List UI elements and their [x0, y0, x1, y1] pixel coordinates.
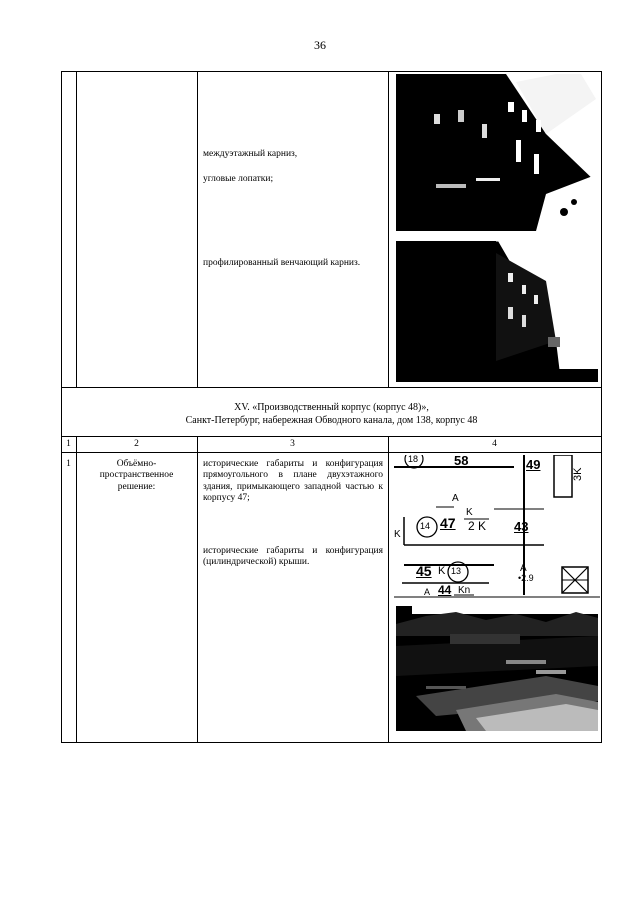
col-number-4: 4 — [492, 439, 497, 449]
lower-col-sep-2 — [197, 436, 198, 742]
feature-text-3: профилированный венчающий карниз. — [203, 258, 361, 268]
header-bottom-border — [61, 452, 602, 453]
section-title-line-1: XV. «Производственный корпус (корпус 48)», — [234, 402, 429, 413]
plan-label-k1: K — [466, 507, 473, 518]
description-1: исторические габариты и конфигурация прямоугольного в плане двухэтажного здания, примыкающего западной частью к корпусу 47; — [203, 459, 383, 504]
plan-label-top-left: 18 — [408, 455, 419, 464]
plan-label-top-mid: 58 — [454, 455, 469, 468]
upper-col-sep-3 — [388, 71, 389, 387]
header-top-border — [61, 436, 602, 437]
row-number: 1 — [66, 459, 71, 469]
plan-label-kn: Kn — [458, 585, 471, 596]
facade-photo-1 — [396, 74, 598, 231]
section-top-border — [61, 387, 602, 388]
plan-label-circle-13: 13 — [451, 566, 462, 576]
plan-label-circle-14: 14 — [420, 521, 431, 531]
plan-label-3k-vertical: 3K — [572, 467, 584, 481]
upper-col-sep-1 — [76, 71, 77, 387]
facade-photo-2 — [396, 241, 598, 382]
roof-photo — [396, 606, 598, 731]
plan-label-2-9: •2.9 — [518, 573, 534, 583]
plan-label-47: 47 — [440, 515, 456, 531]
table-top-border — [61, 71, 602, 72]
plan-label-a1: A — [452, 493, 459, 504]
upper-col-sep-2 — [197, 71, 198, 387]
section-title-line-2: Санкт-Петербург, набережная Обводного канала, дом 138, корпус 48 — [185, 415, 478, 426]
feature-text-1: междуэтажный карниз, — [203, 149, 298, 159]
plan-label-top-right: 49 — [526, 457, 541, 472]
site-plan-fragment — [394, 455, 600, 601]
lower-col-sep-1 — [76, 436, 77, 742]
col-number-1: 1 — [66, 439, 71, 449]
feature-text-2: угловые лопатки; — [203, 174, 274, 184]
plan-label-k-vertical: K — [394, 529, 401, 540]
plan-label-43: 43 — [514, 519, 529, 534]
subject-cell: Объёмно- пространственное решение: — [99, 459, 174, 492]
col-number-3: 3 — [290, 439, 295, 449]
lower-col-sep-3 — [388, 436, 389, 742]
plan-label-a3: A — [424, 587, 431, 597]
plan-label-45: 45 — [416, 563, 432, 579]
description-2: исторические габариты и конфигурация (цилиндрической) крыши. — [203, 546, 383, 568]
col-number-2: 2 — [134, 439, 139, 449]
plan-label-44: 44 — [438, 583, 452, 597]
page-number: 36 — [314, 38, 326, 52]
plan-label-2k: 2 K — [468, 519, 487, 533]
table-bottom-border — [61, 742, 602, 743]
plan-label-k2: K — [438, 565, 446, 577]
plan-label-a2: A — [520, 563, 527, 574]
